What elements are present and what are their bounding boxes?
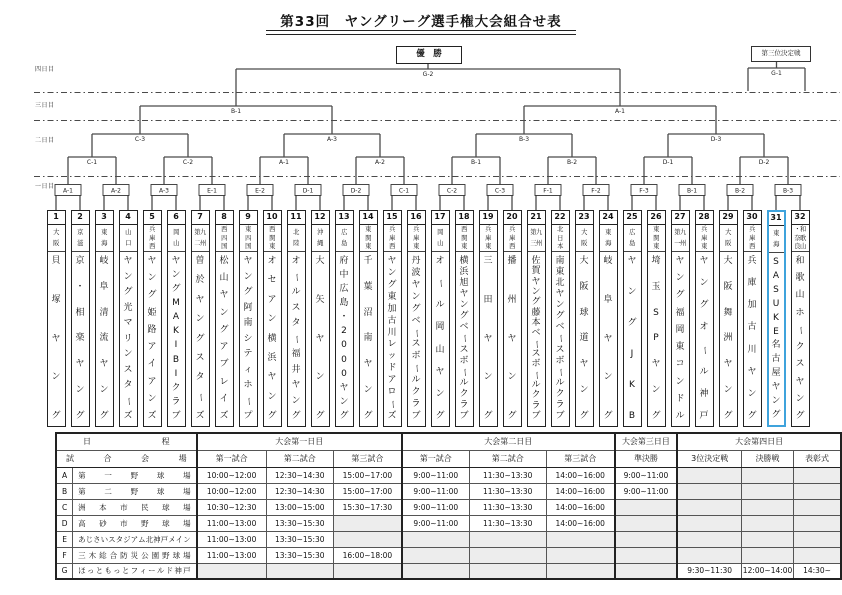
team-box <box>143 210 162 427</box>
venue-letter: C <box>56 499 73 515</box>
team-region: 沖 縄 <box>312 225 329 252</box>
team-name: 貝 塚 ヤ ン グ <box>51 256 61 421</box>
schedule-time-cell <box>333 515 401 531</box>
schedule-time-cell <box>615 531 678 547</box>
round2-match-label: A-2 <box>375 158 385 166</box>
schedule-day-header: 日 程 <box>56 433 197 450</box>
team-number: 26 <box>648 211 665 225</box>
schedule-row <box>56 563 841 579</box>
team-region: 東 海 <box>769 226 784 253</box>
team-number: 14 <box>360 211 377 225</box>
schedule-time-cell: 11:00~13:00 <box>197 547 266 563</box>
schedule-time-cell <box>677 547 741 563</box>
schedule-day-header: 大会第二日目 <box>402 433 615 450</box>
team-box <box>503 210 522 427</box>
venue-letter: D <box>56 515 73 531</box>
round2-match-label: D-1 <box>662 158 674 166</box>
team-name: 松 山 ヤ ン グ ア ブ レ イ ズ <box>219 256 229 421</box>
schedule-time-cell: 10:00~12:00 <box>197 483 266 499</box>
round3-match-label: B-3 <box>518 135 530 143</box>
schedule-time-cell <box>794 515 841 531</box>
team-name: ヤ ン グ 阿 南 シ テ ィ ホ ー プ <box>243 256 254 421</box>
schedule-day-header: 大会第一日目 <box>197 433 402 450</box>
schedule-time-cell: 11:00~13:00 <box>197 515 266 531</box>
schedule-day-header: 大会第三日目 <box>615 433 678 450</box>
team-box <box>167 210 186 427</box>
schedule-row <box>56 483 841 499</box>
team-name: ヤ ン グ M A K I B I ク ラ ブ <box>171 256 181 421</box>
team-box <box>215 210 234 427</box>
team-box <box>791 210 810 427</box>
team-number: 20 <box>504 211 521 225</box>
team-box <box>191 210 210 427</box>
team-region: 兵 庫 東 <box>408 225 425 252</box>
team-region: 兵 庫 東 <box>480 225 497 252</box>
venue-name: あ じ さ い ス タ ジ ア ム 北 神 戸 メ イ ン <box>73 531 197 547</box>
team-name: 横 浜 旭 ヤ ン グ ベ ー ス ボ ー ル ク ラ ブ <box>459 256 470 421</box>
schedule-time-cell: 15:30~17:30 <box>333 499 401 515</box>
schedule-time-cell <box>742 547 794 563</box>
round2-match-label: C-1 <box>86 158 98 166</box>
team-number: 1 <box>48 211 65 225</box>
schedule-game-header: 第二試合 <box>266 450 333 467</box>
team-number: 5 <box>144 211 161 225</box>
round1-match-label: B-2 <box>734 187 746 195</box>
schedule-game-header: 第一試合 <box>197 450 266 467</box>
team-name: 岐 阜 清 流 ヤ ン グ <box>99 256 109 421</box>
schedule-time-cell: 11:00~13:00 <box>197 531 266 547</box>
team-box <box>527 210 546 427</box>
schedule-game-header: 第二試合 <box>469 450 546 467</box>
team-number: 28 <box>696 211 713 225</box>
schedule-time-cell: 11:30~13:30 <box>469 483 546 499</box>
schedule-time-cell: 11:30~13:30 <box>469 499 546 515</box>
team-number: 12 <box>312 211 329 225</box>
day-label: 三日目 <box>35 102 55 109</box>
schedule-time-cell: 11:30~13:30 <box>469 515 546 531</box>
schedule-time-cell: 10:00~12:00 <box>197 467 266 483</box>
team-box <box>671 210 690 427</box>
team-name: 兵 庫 加 古 川 ヤ ン グ <box>747 256 757 421</box>
schedule-time-cell <box>794 467 841 483</box>
round1-match-label: A-3 <box>159 187 169 195</box>
schedule-game-header: 第一試合 <box>402 450 469 467</box>
schedule-time-cell <box>794 499 841 515</box>
team-box <box>719 210 738 427</box>
team-box <box>407 210 426 427</box>
schedule-time-cell: 9:00~11:00 <box>615 483 678 499</box>
team-box <box>431 210 450 427</box>
team-number: 13 <box>336 211 353 225</box>
schedule-time-cell <box>677 499 741 515</box>
team-number: 16 <box>408 211 425 225</box>
schedule-time-cell <box>402 563 469 579</box>
schedule-row <box>56 515 841 531</box>
round1-match-label: D-2 <box>350 187 362 195</box>
team-box <box>287 210 306 427</box>
team-box <box>479 210 498 427</box>
round1-match-label: B-1 <box>686 187 698 195</box>
schedule-row <box>56 499 841 515</box>
schedule-time-cell <box>794 547 841 563</box>
schedule-time-cell: 16:00~18:00 <box>333 547 401 563</box>
third-place-match-label: G-1 <box>771 69 782 77</box>
team-region: 兵 庫 西 <box>744 225 761 252</box>
round1-match-label: A-1 <box>63 187 73 195</box>
team-box <box>263 210 282 427</box>
team-number: 4 <box>120 211 137 225</box>
team-number: 19 <box>480 211 497 225</box>
round2-match-label: B-2 <box>566 158 578 166</box>
team-name: ヤ ン グ 東 加 古 川 レ ッ ド ア ロ ー ズ <box>387 256 398 421</box>
schedule-time-cell <box>546 563 614 579</box>
team-number: 24 <box>600 211 617 225</box>
day-label: 一日目 <box>35 183 55 190</box>
schedule-time-cell: 9:00~11:00 <box>402 515 469 531</box>
team-number: 2 <box>72 211 89 225</box>
team-name: 岐 阜 ヤ ン グ <box>603 256 613 421</box>
schedule-time-cell <box>469 547 546 563</box>
schedule-time-cell: 15:00~17:00 <box>333 467 401 483</box>
venue-name: 三 木 総 合 防 災 公 園 野 球 場 <box>73 547 197 563</box>
round1-match-label: F-1 <box>543 187 553 195</box>
schedule-time-cell <box>333 531 401 547</box>
third-place-box: 第三位決定戦 <box>751 46 811 62</box>
team-region: 京 滋 <box>72 225 89 252</box>
team-region: 第九 二州 <box>192 225 209 252</box>
schedule-time-cell: 14:00~16:00 <box>546 515 614 531</box>
team-box <box>311 210 330 427</box>
schedule-row <box>56 547 841 563</box>
schedule-row <box>56 531 841 547</box>
schedule-time-cell <box>677 515 741 531</box>
team-name: 播 州 ヤ ン グ <box>507 256 517 421</box>
team-name: 大 阪 舞 洲 ヤ ン グ <box>723 256 733 421</box>
schedule-time-cell <box>469 531 546 547</box>
team-number: 3 <box>96 211 113 225</box>
team-name: オ ー ル 岡 山 ヤ ン グ <box>435 256 446 421</box>
venue-header: 試 合 会 場 <box>56 450 197 467</box>
team-name: 埼 玉 S P ヤ ン グ <box>651 256 661 421</box>
schedule-time-cell <box>615 515 678 531</box>
schedule-time-cell <box>546 547 614 563</box>
round1-match-label: B-3 <box>782 187 794 195</box>
venue-letter: E <box>56 531 73 547</box>
semifinal-match-label: A-1 <box>615 107 625 115</box>
team-box <box>743 210 762 427</box>
team-number: 7 <box>192 211 209 225</box>
round1-match-label: A-2 <box>111 187 121 195</box>
team-number: 9 <box>240 211 257 225</box>
team-number: 22 <box>552 211 569 225</box>
page-title: 第33回 ヤングリーグ選手権大会組合せ表 <box>280 14 562 30</box>
venue-letter: G <box>56 563 73 579</box>
schedule-row <box>56 467 841 483</box>
team-box <box>47 210 66 427</box>
round3-match-label: A-3 <box>327 135 337 143</box>
day-label: 四日目 <box>35 66 55 73</box>
schedule-game-header: 第三試合 <box>333 450 401 467</box>
team-region: ・和 奈歌 良山 <box>792 225 809 252</box>
team-number: 10 <box>264 211 281 225</box>
round1-match-label: E-2 <box>255 187 265 195</box>
team-box <box>575 210 594 427</box>
team-box <box>551 210 570 427</box>
round1-match-label: D-1 <box>302 187 314 195</box>
schedule-time-cell <box>402 531 469 547</box>
schedule-time-cell <box>677 483 741 499</box>
team-name: 丹 波 ヤ ン グ ベ ー ス ボ ー ル ク ラ ブ <box>411 256 422 421</box>
team-name: ヤ ン グ 姫 路 ア イ ア ン ズ <box>147 256 157 421</box>
schedule-time-cell <box>615 563 678 579</box>
team-number: 21 <box>528 211 545 225</box>
team-region: 兵 庫 西 <box>504 225 521 252</box>
team-name: 京 ・ 相 楽 ヤ ン グ <box>75 256 85 421</box>
schedule-time-cell <box>615 499 678 515</box>
schedule-game-header: 第三試合 <box>546 450 614 467</box>
team-number: 8 <box>216 211 233 225</box>
schedule-time-cell <box>266 563 333 579</box>
team-number: 27 <box>672 211 689 225</box>
schedule-time-cell: 14:00~16:00 <box>546 483 614 499</box>
team-region: 岡 山 <box>432 225 449 252</box>
schedule-time-cell: 14:00~16:00 <box>546 467 614 483</box>
team-box <box>455 210 474 427</box>
team-region: 大 阪 <box>720 225 737 252</box>
team-name: 千 葉 沼 南 ヤ ン グ <box>363 256 373 421</box>
schedule-time-cell <box>742 515 794 531</box>
round2-match-label: D-2 <box>758 158 770 166</box>
team-region: 兵 庫 西 <box>384 225 401 252</box>
venue-letter: F <box>56 547 73 563</box>
round1-match-label: F-3 <box>639 187 649 195</box>
team-region: 北 陸 <box>288 225 305 252</box>
team-name: 大 阪 球 道 ヤ ン グ <box>579 256 589 421</box>
schedule-time-cell <box>402 547 469 563</box>
team-region: 広 島 <box>624 225 641 252</box>
team-name: オ セ ア ン 横 浜 ヤ ン グ <box>267 256 277 421</box>
round1-match-label: E-1 <box>207 187 217 195</box>
schedule-time-cell: 9:00~11:00 <box>615 467 678 483</box>
team-name: 曽 於 ヤ ン グ ス タ ー ズ <box>195 256 206 421</box>
team-region: 西 関 東 <box>264 225 281 252</box>
schedule-time-cell: 13:30~15:30 <box>266 547 333 563</box>
team-number: 18 <box>456 211 473 225</box>
team-region: 広 島 <box>336 225 353 252</box>
team-region: 山 口 <box>120 225 137 252</box>
team-region: 東 海 <box>96 225 113 252</box>
schedule-time-cell <box>615 547 678 563</box>
venue-name: 第 一 野 球 場 <box>73 467 197 483</box>
schedule-time-cell: 10:30~12:30 <box>197 499 266 515</box>
team-name: 南 東 北 ヤ ン グ ベ ー ス ボ ー ル ク ラ ブ <box>555 256 566 421</box>
schedule-time-cell: 13:00~15:00 <box>266 499 333 515</box>
schedule-game-header: 決勝戦 <box>742 450 794 467</box>
semifinal-match-label: B-1 <box>230 107 242 115</box>
round2-match-label: C-2 <box>182 158 194 166</box>
team-name: ヤ ン グ 光 マ リ ン ス タ ー ズ <box>123 256 134 421</box>
team-number: 17 <box>432 211 449 225</box>
team-box <box>647 210 666 427</box>
team-box <box>71 210 90 427</box>
schedule-time-cell <box>677 467 741 483</box>
schedule-time-cell: 14:00~16:00 <box>546 499 614 515</box>
schedule-time-cell: 15:00~17:00 <box>333 483 401 499</box>
team-number: 29 <box>720 211 737 225</box>
team-number: 15 <box>384 211 401 225</box>
schedule-time-cell: 9:00~11:00 <box>402 499 469 515</box>
schedule-time-cell <box>794 531 841 547</box>
team-region: 兵 庫 西 <box>144 225 161 252</box>
team-region: 東 関 東 <box>648 225 665 252</box>
champion-box: 優 勝 <box>396 46 462 64</box>
team-name: S A S U K E 名 古 屋 ヤ ン グ <box>771 257 781 420</box>
schedule-time-cell <box>742 531 794 547</box>
team-box <box>119 210 138 427</box>
team-box <box>767 210 786 427</box>
team-number: 6 <box>168 211 185 225</box>
schedule-day-header: 大会第四日目 <box>677 433 841 450</box>
team-number: 25 <box>624 211 641 225</box>
team-name: 府 中 広 島 ・ 2 0 0 0 ヤ ン グ <box>339 256 349 421</box>
schedule-time-cell <box>677 531 741 547</box>
team-box <box>623 210 642 427</box>
team-box <box>95 210 114 427</box>
team-box <box>335 210 354 427</box>
team-name: 三 田 ヤ ン グ <box>483 256 493 421</box>
schedule-table <box>55 432 842 580</box>
schedule-game-header: 準決勝 <box>615 450 678 467</box>
team-box <box>695 210 714 427</box>
team-box <box>239 210 258 427</box>
team-region: 東 関 東 <box>360 225 377 252</box>
round1-match-label: C-1 <box>398 187 410 195</box>
team-region: 第九 三州 <box>528 225 545 252</box>
round1-match-label: C-3 <box>494 187 506 195</box>
team-name: ヤ ン グ オ ー ル 神 戸 <box>699 256 710 421</box>
venue-name: 洲 本 市 民 球 場 <box>73 499 197 515</box>
schedule-time-cell <box>469 563 546 579</box>
schedule-time-cell: 13:30~15:30 <box>266 515 333 531</box>
schedule-time-cell: 12:00~14:00 <box>742 563 794 579</box>
team-region: 岡 山 <box>168 225 185 252</box>
team-box <box>383 210 402 427</box>
final-match-label: G-2 <box>422 70 434 78</box>
team-number: 11 <box>288 211 305 225</box>
round2-match-label: A-1 <box>279 158 289 166</box>
venue-letter: B <box>56 483 73 499</box>
venue-name: 高 砂 市 野 球 場 <box>73 515 197 531</box>
team-number: 32 <box>792 211 809 225</box>
schedule-time-cell: 13:30~15:30 <box>266 531 333 547</box>
schedule-time-cell: 9:00~11:00 <box>402 467 469 483</box>
schedule-time-cell: 9:30~11:30 <box>677 563 741 579</box>
schedule-time-cell <box>197 563 266 579</box>
team-box <box>599 210 618 427</box>
round2-match-label: B-1 <box>470 158 482 166</box>
venue-name: ほ っ と も っ と フ ィ ー ル ド 神 戸 <box>73 563 197 579</box>
round1-match-label: C-2 <box>446 187 458 195</box>
schedule-time-cell: 12:30~14:30 <box>266 467 333 483</box>
team-number: 31 <box>769 212 784 226</box>
team-region: 西 関 東 <box>456 225 473 252</box>
round1-match-label: F-2 <box>591 187 601 195</box>
schedule-time-cell <box>794 483 841 499</box>
team-name: 大 矢 ヤ ン グ <box>315 256 325 421</box>
schedule-game-header: 表彰式 <box>794 450 841 467</box>
team-region: 東 四 国 <box>240 225 257 252</box>
team-region: 大 阪 <box>48 225 65 252</box>
schedule-time-cell: 9:00~11:00 <box>402 483 469 499</box>
schedule-time-cell <box>742 467 794 483</box>
team-number: 23 <box>576 211 593 225</box>
team-name: ヤ ン グ 福 岡 東 コ ン ド ル <box>675 256 685 421</box>
team-region: 第九 一州 <box>672 225 689 252</box>
schedule-time-cell <box>742 483 794 499</box>
team-region: 北 日 本 <box>552 225 569 252</box>
schedule-time-cell <box>742 499 794 515</box>
schedule-time-cell <box>333 563 401 579</box>
round3-match-label: D-3 <box>710 135 722 143</box>
team-box <box>359 210 378 427</box>
team-number: 30 <box>744 211 761 225</box>
team-name: オ ー ル ス タ ー 福 井 ヤ ン グ <box>291 256 302 421</box>
schedule-time-cell: 12:30~14:30 <box>266 483 333 499</box>
team-region: 西 四 国 <box>216 225 233 252</box>
schedule-game-header: 3位決定戦 <box>677 450 741 467</box>
round3-match-label: C-3 <box>134 135 146 143</box>
team-name: ヤ ン グ J K B <box>627 256 637 421</box>
team-region: 大 阪 <box>576 225 593 252</box>
team-region: 兵 庫 東 <box>696 225 713 252</box>
team-region: 東 海 <box>600 225 617 252</box>
team-name: 和 歌 山 ホ ー ク ス ヤ ン グ <box>795 256 806 421</box>
venue-name: 第 二 野 球 場 <box>73 483 197 499</box>
schedule-time-cell: 14:30~ <box>794 563 841 579</box>
schedule-time-cell <box>546 531 614 547</box>
schedule-time-cell: 11:30~13:30 <box>469 467 546 483</box>
team-name: 佐 賀 ヤ ン グ 藤 本 ベ ー ス ボ ー ル ク ラ ブ <box>531 256 542 421</box>
day-label: 二日目 <box>35 137 55 144</box>
venue-letter: A <box>56 467 73 483</box>
